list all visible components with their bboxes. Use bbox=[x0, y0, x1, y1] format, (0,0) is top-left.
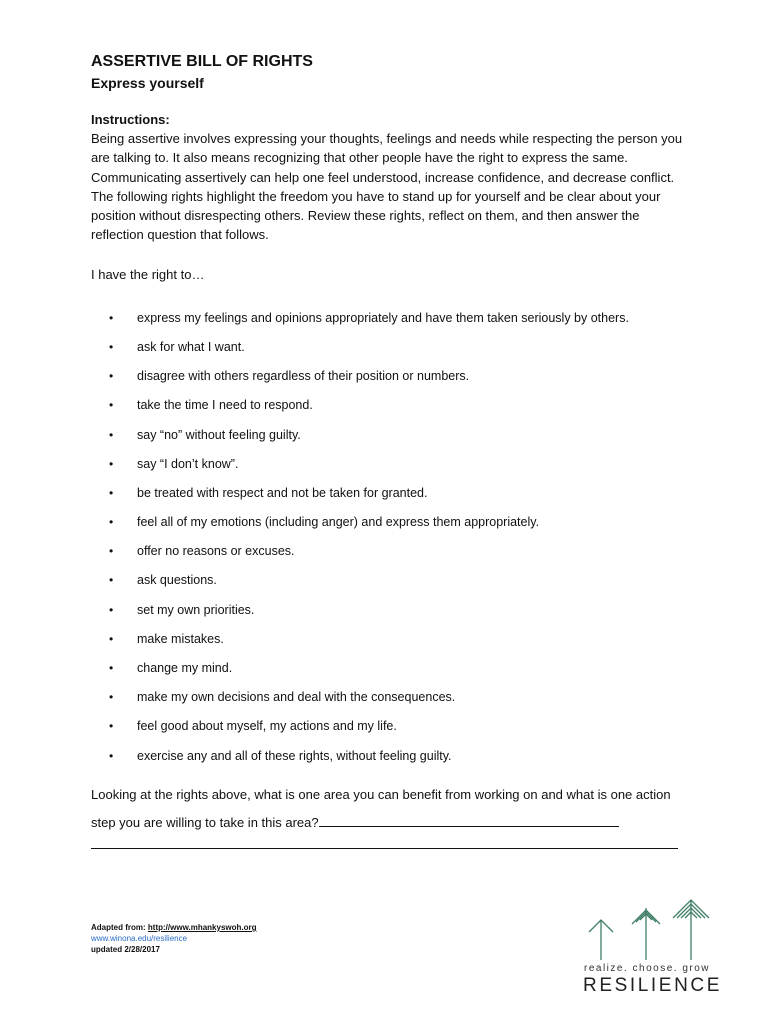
bullet-icon: • bbox=[109, 339, 114, 354]
logo-brand: RESILIENCE bbox=[583, 975, 722, 996]
list-item bbox=[91, 362, 691, 390]
list-item-text: change my mind. bbox=[137, 661, 233, 676]
bullet-icon: • bbox=[109, 515, 114, 530]
list-item bbox=[91, 537, 691, 565]
adapted-label: Adapted from: bbox=[91, 923, 146, 932]
bullet-icon: • bbox=[109, 369, 114, 384]
page-subtitle: Express yourself bbox=[91, 75, 204, 91]
bullet-icon: • bbox=[109, 427, 114, 442]
bullet-icon: • bbox=[109, 310, 114, 325]
bullet-icon: • bbox=[109, 485, 114, 500]
list-item bbox=[91, 450, 691, 478]
list-item-text: ask questions. bbox=[137, 573, 217, 588]
list-item bbox=[91, 391, 691, 419]
list-item-text: say “no” without feeling guilty. bbox=[137, 427, 301, 442]
bullet-icon: • bbox=[109, 544, 114, 559]
list-item bbox=[91, 712, 691, 740]
list-item-text: exercise any and all of these rights, without feeling guilty. bbox=[137, 748, 452, 763]
list-item bbox=[91, 566, 691, 594]
logo-tagline: realize. choose. grow bbox=[584, 963, 710, 974]
list-item-text: be treated with respect and not be taken for granted. bbox=[137, 485, 428, 500]
list-item-text: offer no reasons or excuses. bbox=[137, 544, 295, 559]
bullet-icon: • bbox=[109, 573, 114, 588]
answer-line[interactable] bbox=[91, 848, 678, 849]
list-item bbox=[91, 508, 691, 536]
list-item-text: ask for what I want. bbox=[137, 339, 245, 354]
list-item-text: make mistakes. bbox=[137, 631, 224, 646]
bullet-icon: • bbox=[109, 602, 114, 617]
list-item-text: feel good about myself, my actions and my life. bbox=[137, 719, 397, 734]
bullet-icon: • bbox=[109, 398, 114, 413]
list-item bbox=[91, 596, 691, 624]
rights-list bbox=[91, 304, 691, 770]
page-title: ASSERTIVE BILL OF RIGHTS bbox=[91, 53, 313, 70]
answer-blank[interactable] bbox=[319, 812, 619, 827]
list-item-text: make my own decisions and deal with the consequences. bbox=[137, 690, 456, 705]
bullet-icon: • bbox=[109, 631, 114, 646]
instructions-text: Being assertive involves expressing your thoughts, feelings and needs while respecting the person you are talking to. It also means recognizing that other people have the right to express the same. Communicating assertively can help one feel understood, increase confidence, and decrease conflict. The following rights highlight the freedom you have to stand up for yourself and be clear about your position without disrespecting others. Review these rights, reflect on them, and then answer the reflection question that follows. bbox=[91, 131, 683, 243]
bullet-icon: • bbox=[109, 661, 114, 676]
rights-intro: I have the right to… bbox=[91, 266, 205, 282]
list-item-text: take the time I need to respond. bbox=[137, 398, 313, 413]
list-item-text: disagree with others regardless of their position or numbers. bbox=[137, 369, 470, 384]
list-item-text: express my feelings and opinions appropriately and have them taken seriously by others. bbox=[137, 310, 629, 325]
list-item bbox=[91, 683, 691, 711]
website-link[interactable]: www.winona.edu/resilience bbox=[91, 934, 188, 943]
list-item-text: say “I don’t know”. bbox=[137, 456, 239, 471]
adapted-from bbox=[91, 922, 257, 933]
bullet-icon: • bbox=[109, 748, 114, 763]
bullet-icon: • bbox=[109, 719, 114, 734]
arrows-icon bbox=[583, 898, 723, 962]
reflection-question bbox=[91, 781, 691, 838]
bullet-icon: • bbox=[109, 690, 114, 705]
list-item bbox=[91, 333, 691, 361]
list-item bbox=[91, 742, 691, 770]
list-item bbox=[91, 304, 691, 332]
instructions-label: Instructions: bbox=[91, 112, 170, 127]
adapted-link[interactable]: http://www.mhankyswoh.org bbox=[147, 923, 257, 932]
bullet-icon: • bbox=[109, 456, 114, 471]
list-item-text: set my own priorities. bbox=[137, 602, 255, 617]
updated-date: updated 2/28/2017 bbox=[91, 945, 160, 954]
reflection-question-text: Looking at the rights above, what is one area you can benefit from working on and what is one action step you are willing to take in this area? bbox=[91, 786, 671, 831]
list-item-text: feel all of my emotions (including anger) and express them appropriately. bbox=[137, 515, 540, 530]
footer bbox=[91, 922, 257, 955]
resilience-logo bbox=[583, 898, 723, 1002]
document-page bbox=[91, 52, 691, 849]
list-item bbox=[91, 479, 691, 507]
list-item bbox=[91, 654, 691, 682]
list-item bbox=[91, 625, 691, 653]
list-item bbox=[91, 421, 691, 449]
